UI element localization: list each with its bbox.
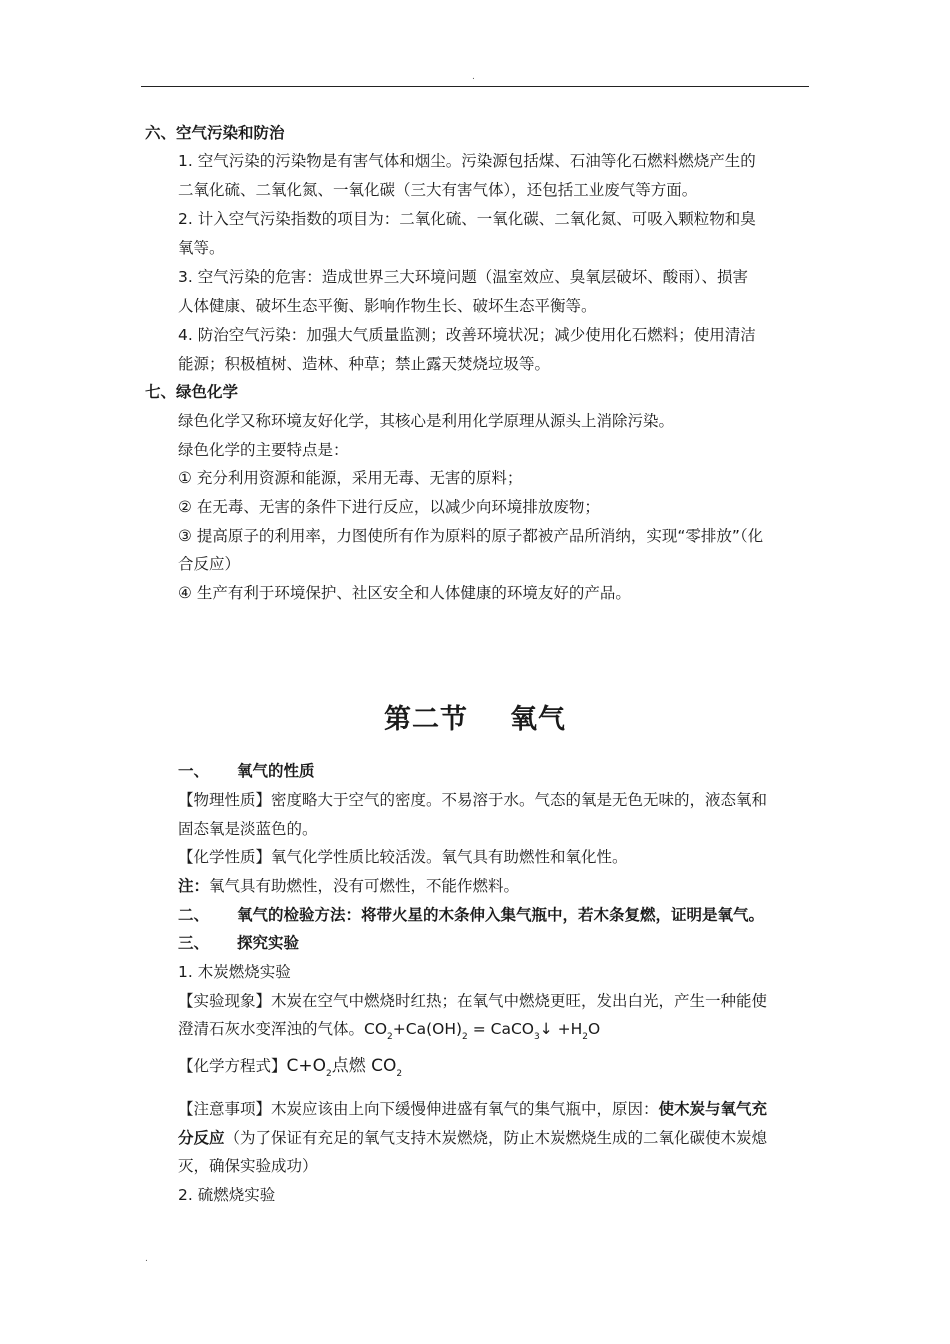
chemical-properties: 【化学性质】氧气化学性质比较活泼。氧气具有助燃性和氧化性。	[178, 848, 628, 866]
part1-heading	[178, 760, 315, 782]
s6-item1-line2: 二氧化硫、二氧化氮、一氧化碳（三大有害气体），还包括工业废气等方面。	[178, 181, 698, 199]
eq1-part: +Ca(OH)	[392, 1020, 463, 1038]
phenomenon-text: 澄清石灰水变浑浊的气体。	[178, 1020, 365, 1038]
s6-item3-line2: 人体健康、破坏生态平衡、影响作物生长、破坏生态平衡等。	[178, 297, 597, 315]
exp1-phenomenon-line1: 【实验现象】木炭在空气中燃烧时红热；在氧气中燃烧更旺，发出白光，产生一种能使	[178, 992, 768, 1010]
chapter-title	[0, 702, 950, 738]
eq1-sub: 2	[582, 1032, 588, 1042]
exp2-title: 2. 硫燃烧实验	[178, 1186, 276, 1204]
part2-heading-num: 二、	[178, 906, 210, 924]
note-label: 注：	[178, 877, 210, 895]
exp1-phenomenon-line2	[178, 1018, 600, 1043]
s7-feature-1: ① 充分利用资源和能源，采用无毒、无害的原料；	[178, 469, 523, 487]
caution-emphasis: 使木炭与氧气充	[658, 1100, 768, 1118]
s6-item4-line1: 4. 防治空气污染：加强大气质量监测；改善环境状况；减少使用化石燃料；使用清洁	[178, 326, 756, 344]
eq1-part: = CaCO	[467, 1020, 534, 1038]
s6-item4-line2: 能源；积极植树、造林、种草；禁止露天焚烧垃圾等。	[178, 355, 551, 373]
note	[178, 875, 519, 897]
eq2-sub: 2	[326, 1069, 332, 1079]
exp1-equation	[178, 1055, 402, 1080]
eq2-part: CO	[365, 1056, 397, 1076]
part1-heading-num: 一、	[178, 762, 210, 780]
part2-heading	[178, 904, 764, 926]
section6-heading: 六、空气污染和防治	[145, 124, 285, 142]
part3-heading	[178, 932, 299, 954]
part1-heading-text: 氧气的性质	[237, 762, 315, 780]
exp1-caution-line1	[178, 1098, 767, 1120]
part3-heading-text: 探究实验	[237, 934, 300, 952]
physical-properties-line1: 【物理性质】密度略大于空气的密度。不易溶于水。气态的氧是无色无味的，液态氧和	[178, 791, 768, 809]
eq2-part: C+O	[286, 1056, 327, 1076]
footer-mark: .	[145, 1254, 148, 1264]
note-text: 氧气具有助燃性，没有可燃性，不能作燃料。	[209, 877, 520, 895]
chapter-number: 第二节	[384, 704, 468, 735]
part2-heading-text: 氧气的检验方法：将带火星的木条伸入集气瓶中，若木条复燃，证明是氧气。	[237, 906, 765, 924]
equation-limewater	[364, 1020, 601, 1042]
s7-feature-3: ③ 提高原子的利用率，力图使所有作为原料的原子都被产品所消纳，实现“零排放”（化	[178, 527, 764, 545]
s6-item2-line1: 2. 计入空气污染指数的项目为：二氧化硫、一氧化碳、二氧化氮、可吸入颗粒物和臭	[178, 210, 756, 228]
caution-text: 【注意事项】木炭应该由上向下缓慢伸进盛有氧气的集气瓶中，原因：	[178, 1100, 659, 1118]
s6-item2-line2: 氧等。	[178, 239, 225, 257]
section7-heading: 七、绿色化学	[145, 383, 239, 401]
exp1-title: 1. 木炭燃烧实验	[178, 963, 291, 981]
s7-feature-3-cont: 合反应）	[178, 555, 241, 573]
s7-feature-4: ④ 生产有利于环境保护、社区安全和人体健康的环境友好的产品。	[178, 584, 631, 602]
s6-item3-line1: 3. 空气污染的危害：造成世界三大环境问题（温室效应、臭氧层破坏、酸雨）、损害	[178, 268, 748, 286]
equation-combustion	[286, 1056, 403, 1079]
exp1-caution-line3: 灭，确保实验成功）	[178, 1157, 318, 1175]
caution-text: （为了保证有充足的氧气支持木炭燃烧，防止木炭燃烧生成的二氧化碳使木炭熄	[224, 1129, 768, 1147]
physical-properties-line2: 固态氧是淡蓝色的。	[178, 820, 318, 838]
eq2-condition: 点燃	[331, 1056, 366, 1076]
eq1-sub: 2	[462, 1032, 468, 1042]
eq1-part: CO	[364, 1020, 388, 1038]
s6-item1-line1: 1. 空气污染的污染物是有害气体和烟尘。污染源包括煤、石油等化石燃料燃烧产生的	[178, 152, 756, 170]
header-rule	[141, 86, 809, 87]
s7-intro: 绿色化学又称环境友好化学，其核心是利用化学原理从源头上消除污染。	[178, 412, 675, 430]
chapter-name: 氧气	[510, 704, 566, 735]
eq1-part: O	[588, 1020, 601, 1038]
caution-emphasis: 分反应	[178, 1129, 225, 1147]
header-mark: .	[472, 72, 475, 82]
equation-label: 【化学方程式】	[178, 1057, 287, 1075]
exp1-caution-line2	[178, 1127, 767, 1149]
eq2-sub: 2	[396, 1069, 403, 1079]
eq1-sub: 2	[387, 1032, 393, 1042]
eq1-sub: 3	[533, 1032, 540, 1042]
eq1-part: ↓ +H	[539, 1020, 583, 1038]
s7-features-label: 绿色化学的主要特点是：	[178, 441, 349, 459]
s7-feature-2: ② 在无毒、无害的条件下进行反应，以减少向环境排放废物；	[178, 498, 600, 516]
part3-heading-num: 三、	[178, 934, 210, 952]
